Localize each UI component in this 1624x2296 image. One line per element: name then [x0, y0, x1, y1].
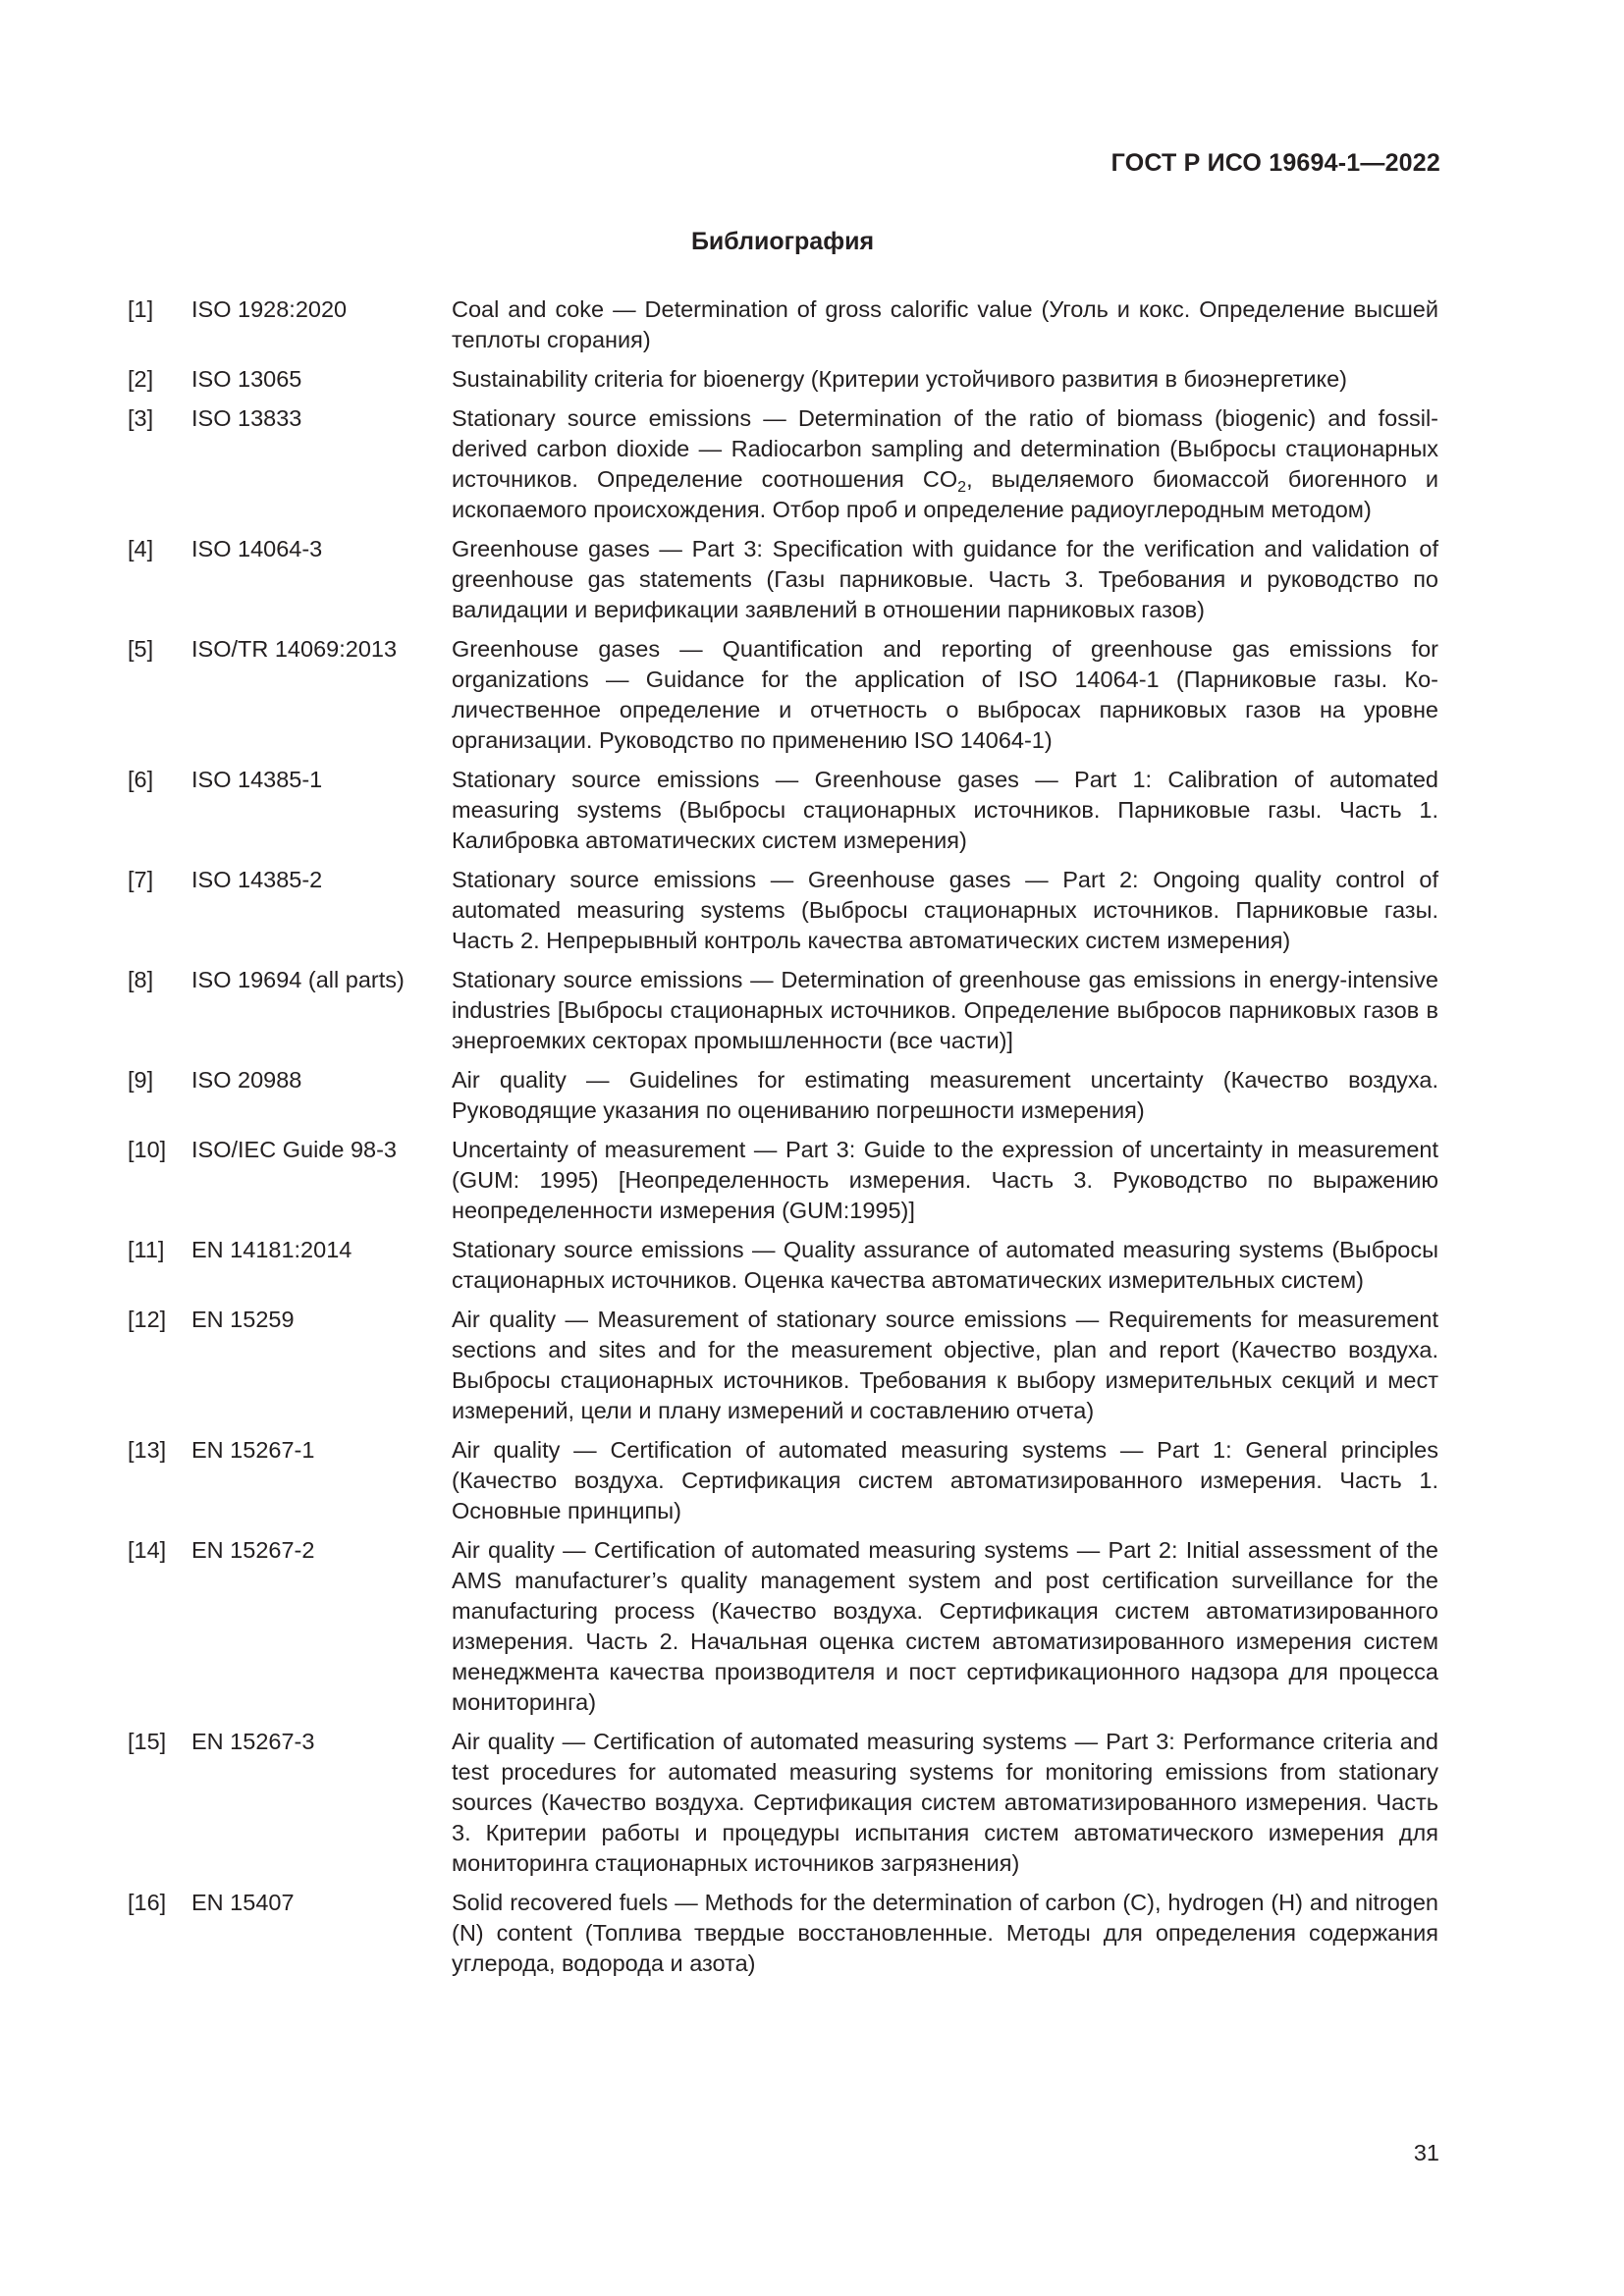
bibliography-entry	[128, 1888, 1438, 1979]
entry-code: ISO 14385-1	[191, 767, 323, 792]
entry-number: [10]	[128, 1137, 167, 1162]
section-title: Библиография	[690, 228, 875, 255]
bibliography-entry	[128, 1065, 1438, 1126]
entry-title: Air quality — Certification of automated measuring systems — Part 1: General principles (Качество воздуха. Сертификация систем автоматизированного измерения. Часть 1. Основные принципы)	[452, 1437, 1438, 1523]
bibliography-entry	[128, 1305, 1438, 1426]
entry-title: Solid recovered fuels — Methods for the determination of carbon (C), hydrogen (H) and nitrogen (N) content (Топлива твердые восстановленные. Методы для определения содержания углерода, водорода и азота)	[452, 1890, 1438, 1976]
entry-code: ISO 14064-3	[191, 536, 323, 561]
entry-title-part: , выделяемого биомассой биогенного и ископаемого происхождения. Отбор проб и определение радиоуглеродным методом)	[452, 466, 1439, 522]
entry-code: ISO 14385-2	[191, 867, 323, 892]
entry-title: Air quality — Certification of automated measuring systems — Part 2: Initial assessment of the AMS manufacturer’s quality management system and post certification surveillance for the manufacturing process (Качество воздуха. Сертификация систем автоматизированного измерения. Часть 2. Начальная оценка систем автоматизированного измерения систем менеджмента качества производителя и пост сертификационного надзора для процесса мониторинга)	[452, 1537, 1438, 1715]
entry-number: [1]	[128, 296, 154, 322]
entry-title-part: Stationary source emissions — Determination of the ratio of biomass (biogenic) and fossil-derived carbon dioxide — Radiocarbon sampling and determination (Выбросы стационарных источников. Определение соотношения CO	[452, 405, 1438, 492]
bibliography-entry	[128, 294, 1438, 355]
entry-number: [6]	[128, 767, 154, 792]
page-number: 31	[1413, 2140, 1439, 2165]
bibliography-entry	[128, 1435, 1438, 1526]
bibliography-entry	[128, 1727, 1438, 1879]
bibliography-entry	[128, 364, 1438, 395]
entry-title: Sustainability criteria for bioenergy (Критерии устойчивого развития в биоэнергетике)	[452, 366, 1347, 392]
entry-title: Air quality — Measurement of stationary source emissions — Requirements for measurement sections and sites and for the measurement objective, plan and report (Качество воздуха. Выбросы стационарных источников. Требования к выбору измерительных секций и мест измерений, цели и плану измерений и составлению отчета)	[452, 1307, 1438, 1423]
entry-title: Stationary source emissions — Quality assurance of automated measuring systems (Выбросы стационарных источников. Оценка качества автоматических измерительных систем)	[452, 1237, 1438, 1293]
entry-number: [12]	[128, 1307, 167, 1332]
entry-number: [16]	[128, 1890, 167, 1915]
entry-code: ISO 13833	[191, 405, 302, 431]
entry-number: [7]	[128, 867, 154, 892]
entry-code: EN 15267-3	[191, 1729, 315, 1754]
entry-number: [2]	[128, 366, 154, 392]
entry-code: EN 15267-2	[191, 1537, 315, 1563]
entry-title	[452, 403, 1438, 525]
entry-title: Greenhouse gases — Part 3: Specification with guidance for the verification and validation of greenhouse gas statements (Газы парниковые. Часть 3. Требования и руководство по валидации и верификации заявлений в отношении парниковых газов)	[452, 536, 1438, 622]
entry-title: Stationary source emissions — Greenhouse gases — Part 1: Calibration of automated measuring systems (Выбросы стационарных источников. Парниковые газы. Часть 1. Калибровка автоматических систем измерения)	[452, 767, 1438, 853]
bibliography-list	[128, 294, 1438, 1988]
standard-id-header: ГОСТ Р ИСО 19694-1—2022	[1110, 149, 1440, 177]
entry-title: Stationary source emissions — Determination of greenhouse gas emissions in energy-intensive industries [Выбросы стационарных источников. Определение выбросов парниковых газов в энергоемких секторах промышленности (все части)]	[452, 967, 1438, 1053]
entry-number: [13]	[128, 1437, 167, 1463]
bibliography-entry	[128, 965, 1438, 1056]
entry-code: ISO 19694 (all parts)	[191, 967, 405, 992]
entry-code: EN 15259	[191, 1307, 295, 1332]
entry-code: EN 15407	[191, 1890, 295, 1915]
entry-number: [14]	[128, 1537, 167, 1563]
entry-code: ISO/IEC Guide 98-3	[191, 1137, 397, 1162]
bibliography-entry	[128, 1235, 1438, 1296]
entry-code: EN 15267-1	[191, 1437, 315, 1463]
bibliography-entry	[128, 403, 1438, 525]
entry-code: EN 14181:2014	[191, 1237, 352, 1262]
subscript: 2	[957, 479, 967, 496]
entry-title: Air quality — Guidelines for estimating measurement uncertainty (Качество воздуха. Руководящие указания по оцениванию погрешности измерения)	[452, 1067, 1438, 1123]
entry-number: [11]	[128, 1237, 165, 1262]
entry-title: Uncertainty of measurement — Part 3: Guide to the expression of uncertainty in measurement (GUM: 1995) [Неопределенность измерения. Часть 3. Руководство по выражению неопределенности измерения (GUM:1995)]	[452, 1137, 1438, 1223]
entry-code: ISO 13065	[191, 366, 302, 392]
bibliography-entry	[128, 534, 1438, 625]
entry-code: ISO 20988	[191, 1067, 302, 1093]
entry-number: [15]	[128, 1729, 167, 1754]
entry-number: [5]	[128, 636, 154, 662]
entry-number: [4]	[128, 536, 154, 561]
bibliography-entry	[128, 634, 1438, 756]
bibliography-entry	[128, 765, 1438, 856]
bibliography-entry	[128, 1535, 1438, 1718]
entry-number: [9]	[128, 1067, 154, 1093]
entry-code: ISO 1928:2020	[191, 296, 348, 322]
entry-title: Air quality — Certification of automated measuring systems — Part 3: Performance criteria and test procedures for automated measuring systems for monitoring emissions from stationary sources (Качество воздуха. Сертификация систем автоматизированного измерения. Часть 3. Критерии работы и процедуры испытания систем автоматического измерения для мониторинга стационарных источников загрязнения)	[452, 1729, 1438, 1876]
entry-number: [3]	[128, 405, 154, 431]
bibliography-entry	[128, 1135, 1438, 1226]
entry-title: Greenhouse gases — Quantification and reporting of greenhouse gas emissions for organizations — Guidance for the application of ISO 14064-1 (Парниковые газы. Количественное определение и отчетность о выбросах парниковых газов на уровне организации. Руководство по применению ISO 14064-1)	[452, 636, 1438, 753]
entry-code: ISO/TR 14069:2013	[191, 636, 398, 662]
entry-title: Stationary source emissions — Greenhouse gases — Part 2: Ongoing quality control of automated measuring systems (Выбросы стационарных источников. Парниковые газы. Часть 2. Непрерывный контроль качества автоматических систем измерения)	[452, 867, 1438, 953]
entry-number: [8]	[128, 967, 154, 992]
bibliography-entry	[128, 865, 1438, 956]
entry-title: Coal and coke — Determination of gross calorific value (Уголь и кокс. Определение высшей теплоты сгорания)	[452, 296, 1438, 352]
